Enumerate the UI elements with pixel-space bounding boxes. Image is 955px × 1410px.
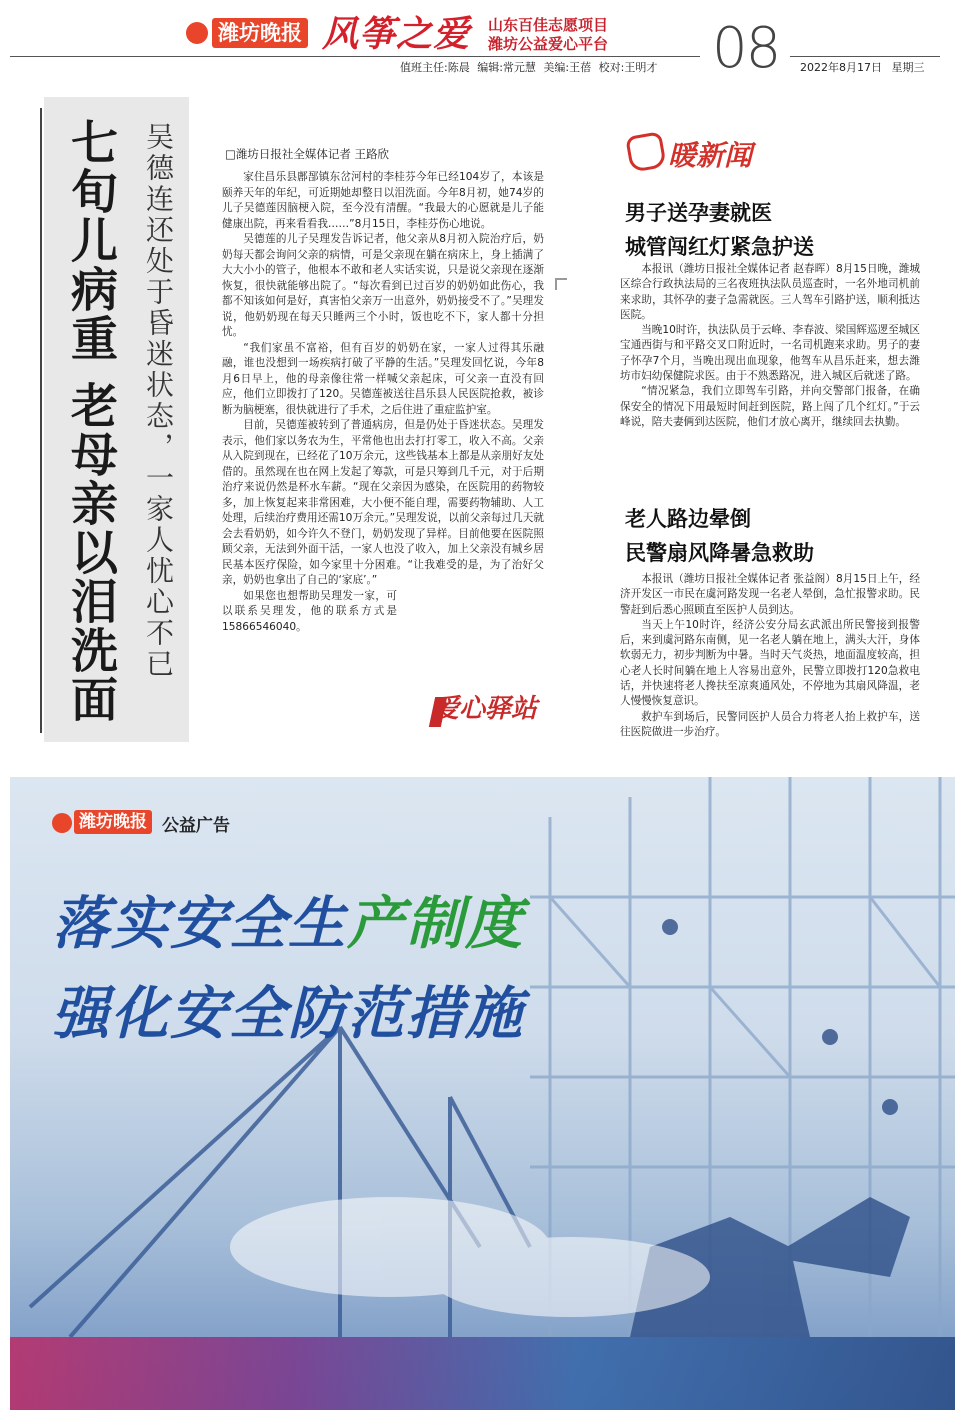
news-paragraph: 当天上午10时许，经济公安分局玄武派出所民警接到报警后，来到虞河路东南侧，见一名老人躺在地上，满头大汗，身体软弱无力，初步判断为中暑。当时天气炎热，地面温度较高，担心老人长时间躺在地上人容易出意外，民警立即拨打120急救电话，并快速将老人搀扶至凉爽通风处，不停地为其扇风降温，老人慢慢恢复意识。 <box>620 618 920 708</box>
issue-weekday: 星期三 <box>891 61 925 74</box>
news-paragraph: “情况紧急，我们立即驾车引路，并向交警部门报备，在确保安全的情况下用最短时间赶到医院，路上闯了几个红灯。”于云峰说，陪夫妻俩到达医院，他们才放心离开，继续回去执勤。 <box>620 385 920 428</box>
news-2-title-line-2: 民警扇风降暑急救助 <box>625 540 814 565</box>
article-paragraph: 家住昌乐县鄌郚镇东岔河村的李桂芬今年已经104岁了，本该是颐养天年的年纪，可近期她却整日以泪洗面。今年8月初，她74岁的儿子吴德莲因脑梗入院，至今没有清醒。“我最大的心愿就是儿子能健康出院，再来看看我……”8月15日，李桂芬伤心地说。 <box>222 171 544 230</box>
ad-slogan-line-1-part-a: 落实安全生 <box>52 891 347 957</box>
editorial-credits: 值班主任:陈晨 编辑:常元慧 美编:王蓓 校对:王明才 <box>400 61 658 74</box>
issue-date: 2022年8月17日 <box>800 61 882 74</box>
warm-news-label: 暖新闻 <box>668 139 753 172</box>
news-1-title-line-2: 城管闯红灯紧急护送 <box>625 234 814 259</box>
article-paragraph: 如果您也想帮助吴理发一家，可以联系吴理发，他的联系方式是15866546040。 <box>222 589 397 633</box>
news-1-title <box>625 196 925 264</box>
heart-hands-icon <box>625 131 667 173</box>
ad-slogan-line-1-part-b: 产制度 <box>347 891 524 957</box>
feature-subheadline: 吴德连还处于昏迷状态，一家人忧心不已 <box>142 122 175 680</box>
masthead-divider <box>10 56 700 57</box>
public-service-ad <box>10 777 955 1410</box>
news-1-title-line-1: 男子送孕妻就医 <box>625 200 772 225</box>
paper-name: 潍坊晚报 <box>212 18 308 48</box>
page-number: 08 <box>712 16 780 81</box>
article-paragraph: 吴德莲的儿子吴理发告诉记者，他父亲从8月初入院治疗后，奶奶每天都会询问父亲的病情，可是父亲现在躺在病床上，身上插满了大大小小的管子，他根本不敢和老人实话实说，只是说父亲现在逐渐恢复，很快就能够出院了。“每次看到已过百岁的奶奶如此伤心，我都不知该如何是好，真害怕父亲万一出意外，奶奶接受不了。”吴理发说，他奶奶现在每天只睡两三个小时，饭也吃不下，家人都十分担忧。 <box>222 233 544 338</box>
article-paragraph: 目前，吴德莲被转到了普通病房，但是仍处于昏迷状态。吴理发表示，他们家以务农为生，平常他也出去打打零工，收入不高。父亲从入院到现在，已经花了10万余元，这些钱基本上都是从亲朋好友处借的。虽然现在也在网上发起了筹款，可是只筹到几千元，对于后期治疗来说仍然是杯水车薪。“现在父亲因为感染，在医院用的药物较多，加上恢复起来非常困难，大小便不能自理，需要药物辅助、人工处理，后续治疗费用还需10万余元。”吴理发说，以前父亲每过几天就会去看奶奶，如今许久不登门，奶奶发现了异样。目前他要在医院照顾父亲，无法到外面干活，一家人也没了收入，加上父亲没有城乡居民基本医疗保险，如今家里十分困难。“让我难受的是，为了治好父亲，奶奶也拿出了自己的‘家底’。” <box>222 419 544 586</box>
ad-slogan-line-2: 强化安全防范措施 <box>52 981 524 1047</box>
ad-label: 公益广告 <box>162 816 230 836</box>
paper-logo-icon <box>186 22 208 44</box>
issue-date-line <box>800 59 925 75</box>
news-2-title <box>625 502 925 570</box>
news-2-body <box>620 572 920 740</box>
column-brand: 风筝之爱 <box>322 13 471 55</box>
masthead <box>0 0 955 80</box>
platform-line-1: 山东百佳志愿项目 <box>488 16 609 34</box>
love-post-label: 爱心驿站 <box>433 694 538 724</box>
ad-paper-name: 潍坊晚报 <box>74 810 152 834</box>
construction-scene-illustration <box>10 777 955 1410</box>
news-paragraph: 当晚10时许，执法队员于云峰、李春波、梁国辉巡逻至城区宝通西街与和平路交叉口附近时，一名司机跑来求助。男子的妻子怀孕7个月，当晚出现出血现象，他驾车从昌乐赶来，想去潍坊市妇幼保健院求医。由于不熟悉路况，进入城区后就迷了路。 <box>620 324 920 383</box>
headline-rule <box>40 108 42 733</box>
news-1-body <box>620 262 920 430</box>
article-paragraph: “我们家虽不富裕，但有百岁的奶奶在家，一家人过得其乐融融，谁也没想到一场疾病打破了平静的生活。”吴理发回忆说，今年8月6日早上，他的母亲像往常一样喊父亲起床，可父亲一直没有回应，他们立即拨打了120。吴德莲被送往昌乐县人民医院抢救，被诊断为脑梗塞，很快就进行了手术，之后住进了重症监护室。 <box>222 341 544 416</box>
news-paragraph: 救护车到场后，民警同医护人员合力将老人抬上救护车，送往医院做进一步治疗。 <box>620 710 920 738</box>
feature-byline: □潍坊日报社全媒体记者 王路欣 <box>225 147 390 161</box>
news-paragraph: 本报讯（潍坊日报社全媒体记者 张益阁）8月15日上午，经济开发区一市民在虞河路发现一名老人晕倒，急忙报警求助。民警赶到后悉心照顾直至医护人员到达。 <box>620 573 920 616</box>
platform-line-2: 潍坊公益爱心平台 <box>488 35 609 53</box>
paper-logo-icon <box>52 813 72 833</box>
corner-mark-icon <box>555 278 567 290</box>
feature-headline: 七旬儿病重 老母亲以泪洗面 <box>63 118 118 725</box>
ad-ground-gradient <box>10 1337 955 1410</box>
news-paragraph: 本报讯（潍坊日报社全媒体记者 赵春晖）8月15日晚，潍城区综合行政执法局的三名夜班执法队员巡查时，一名外地司机前来求助，其怀孕的妻子急需就医。三人驾车引路护送，顺利抵达医院。 <box>620 263 920 321</box>
feature-article <box>222 170 544 635</box>
masthead-divider-right <box>790 56 940 57</box>
news-2-title-line-1: 老人路边晕倒 <box>625 506 751 531</box>
ad-slogan-line-1 <box>52 889 524 959</box>
